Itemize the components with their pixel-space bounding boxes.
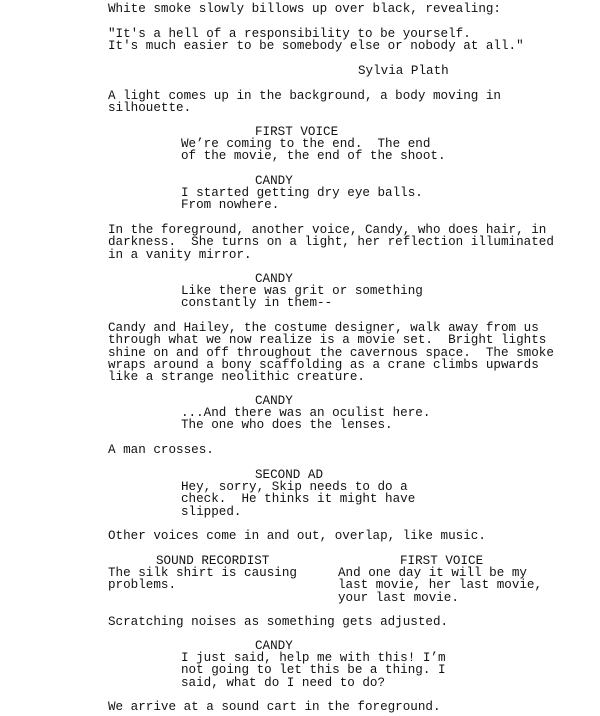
epigraph-attribution: Sylvia Plath xyxy=(358,64,449,78)
dual-character-name-left: SOUND RECORDIST xyxy=(156,554,270,568)
dual-character-name-right: FIRST VOICE xyxy=(400,554,484,568)
dual-dialogue-left: The silk shirt is causing problems. xyxy=(108,566,297,593)
action-line: We arrive at a sound cart in the foreground. xyxy=(108,700,441,714)
character-name: FIRST VOICE xyxy=(255,125,339,139)
dialogue: Like there was grit or something constantly in them-- xyxy=(181,284,423,311)
action-line: In the foreground, another voice, Candy, who does hair, in darkness. She turns on a light, her reflection illuminated in a vanity mirror. xyxy=(108,223,554,262)
action-line: Scratching noises as something gets adjusted. xyxy=(108,615,449,629)
action-line: A man crosses. xyxy=(108,443,214,457)
dialogue: I started getting dry eye balls. From nowhere. xyxy=(181,186,423,213)
dual-dialogue-right: And one day it will be my last movie, her last movie, your last movie. xyxy=(338,566,543,605)
action-line: Other voices come in and out, overlap, like music. xyxy=(108,529,486,543)
dialogue: We’re coming to the end. The end of the movie, the end of the shoot. xyxy=(181,137,446,164)
action-line: A light comes up in the background, a body moving in silhouette. xyxy=(108,89,501,116)
dialogue: ...And there was an oculist here. The one who does the lenses. xyxy=(181,406,431,433)
action-line: White smoke slowly billows up over black, revealing: xyxy=(108,2,501,16)
dialogue: Hey, sorry, Skip needs to do a check. He thinks it might have slipped. xyxy=(181,480,416,519)
dialogue: I just said, help me with this! I’m not going to let this be a thing. I said, what do I need to do? xyxy=(181,651,446,690)
epigraph-quote: "It's a hell of a responsibility to be yourself. It's much easier to be somebody else or nobody at all." xyxy=(108,27,524,54)
character-name: CANDY xyxy=(255,639,293,653)
character-name: SECOND AD xyxy=(255,468,324,482)
character-name: CANDY xyxy=(255,394,293,408)
character-name: CANDY xyxy=(255,272,293,286)
action-line: Candy and Hailey, the costume designer, walk away from us through what we now realize is a movie set. Bright lights shine on and off throughout the cavernous space. The smoke wraps around a bony scaffolding as a crane climbs upwards like a strange neolithic creature. xyxy=(108,321,554,385)
character-name: CANDY xyxy=(255,174,293,188)
